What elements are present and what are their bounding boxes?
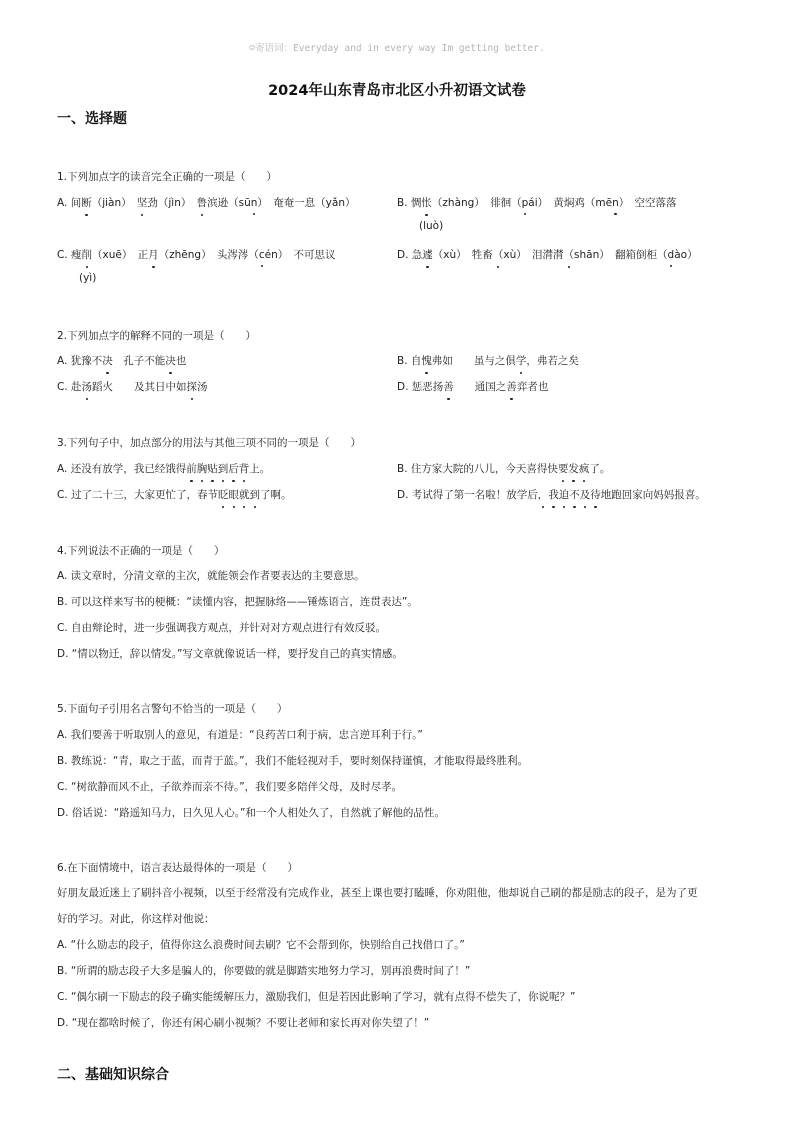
question-line-q1a1: A. 间断（jiàn） 坚劲（jìn） 鲁滨逊（sūn） 奄奄一息（yǎn） [57, 197, 356, 209]
question-line-q2d: D. 惩恶扬善 通国之善弈者也 [397, 381, 549, 393]
emphasis-dot-char: 不 [569, 489, 580, 501]
emphasis-dot-char: 疯 [578, 463, 590, 475]
emphasis-dot-char: 愧 [421, 355, 432, 367]
emphasis-dot-char: ， [537, 489, 549, 501]
question-line-q3: 3.下列句子中，加点部分的用法与其他三项不同的一项是（ ） [57, 437, 362, 449]
emphasis-dot-char: 善 [443, 381, 454, 393]
question-line-q1d1: D. 急遽（xù） 牲畜（xù） 泪潸潸（shān） 翻箱倒柜（dào） [397, 249, 698, 261]
emphasis-dot-char: d [667, 249, 675, 261]
emphasis-dot-char: 待 [590, 489, 601, 501]
emphasis-dot-char: 到 [217, 463, 229, 475]
question-line-q3a: A. 还没有放学，我已经饿得前胸贴到后背上。 [57, 463, 271, 475]
question-line-q6c: C. “偶尔刷一下励志的段子确实能缓解压力，激励我们，但是若因此影响了学习，就有点得不偿失了，你说呢？” [57, 991, 576, 1003]
question-line-q1c1: C. 瘦削（xuē） 正月（zhēng） 头涔涔（cén） 不可思议 [57, 249, 336, 261]
question-line-q2b: B. 自愧弗如 虽与之俱学，弗若之矣 [397, 355, 579, 367]
emphasis-dot-char: 月 [148, 249, 159, 261]
emphasis-dot-char: 我 [548, 489, 559, 501]
emphasis-dot-char: 眨 [218, 489, 229, 501]
emphasis-dot-char: （ [492, 249, 504, 261]
emphasis-dot-char: c [258, 249, 265, 261]
question-line-q4: 4.下列说法不正确的一项是（ ） [57, 545, 225, 557]
emphasis-dot-char: 胸 [196, 463, 208, 475]
question-line-q1b2: (luò) [419, 220, 444, 232]
watermark-text: ☺寄语词：Everyday and in every way Im getting better. [249, 43, 545, 54]
question-line-q1b1: B. 惆怅（zhàng） 徘徊（pái） 黄焖鸡（mēn） 空空落落 [397, 197, 677, 209]
emphasis-dot-char: 到 [249, 489, 261, 501]
emphasis-dot-char: 怅 [421, 197, 432, 209]
question-line-q6p2: 好的学习。对此，你这样对他说： [57, 913, 215, 925]
emphasis-dot-char: 前 [186, 463, 197, 475]
emphasis-dot-char: （ [563, 249, 575, 261]
question-line-q6b: B. “所谓的励志段子大多是骗人的，你要做的就是脚踏实地努力学习，别再浪费时间了！” [57, 965, 471, 977]
emphasis-dot-char: 削 [81, 249, 93, 261]
emphasis-dot-char: 迫 [558, 489, 570, 501]
emphasis-dot-char: p [521, 197, 529, 209]
emphasis-dot-char: 学 [515, 355, 527, 367]
question-line-q2: 2.下列加点字的解释不同的一项是（ ） [57, 330, 257, 342]
page-title: 2024年山东青岛市北区小升初语文试卷 [268, 83, 526, 99]
emphasis-dot-char: 及 [579, 489, 591, 501]
question-line-q5c: C. “树欲静而风不止，子欲养而亲不待。”，我们要多陪伴父母，及时尽孝。 [57, 781, 403, 793]
question-line-q4d: D. “情以物迁，辞以情发。”写文章就像说话一样，要抒发自己的真实情感。 [57, 648, 403, 660]
question-line-q1c2: (yì) [79, 272, 97, 284]
emphasis-dot-char: 鲁 [196, 197, 208, 209]
question-line-q3d: D. 考试得了第一名啦！放学后，我迫不及待地跑回家向妈妈报喜。 [397, 489, 706, 501]
question-line-q6a: A. “什么励志的段子，值得你这么浪费时间去刷？它不会帮到你，快别给自己找借口了。” [57, 939, 465, 951]
emphasis-dot-char: 后 [228, 463, 239, 475]
emphasis-dot-char: 遽 [422, 249, 433, 261]
emphasis-dot-char: 决 [102, 355, 113, 367]
emphasis-dot-char: 就 [239, 489, 250, 501]
question-line-q2c: C. 赴汤蹈火 及其日中如探汤 [57, 381, 208, 393]
emphasis-dot-char: 决 [165, 355, 176, 367]
question-line-q2a: A. 犹豫不决 孔子不能决也 [57, 355, 187, 367]
emphasis-dot-char: n [250, 197, 258, 209]
question-line-q5: 5.下面句子引用名言警句不恰当的一项是（ ） [57, 703, 288, 715]
section-heading-choice: 一、选择题 [57, 111, 127, 127]
emphasis-dot-char: 要 [557, 463, 569, 475]
emphasis-dot-char: 发 [568, 463, 579, 475]
question-line-q4b: B. 可以这样来写书的梗概：“读懂内容，把握脉络——锤炼语言，连贯表达”。 [57, 596, 418, 608]
emphasis-dot-char: 眼 [228, 489, 240, 501]
section-heading-basics: 二、基础知识综合 [57, 1067, 169, 1083]
question-line-q6: 6.在下面情境中，语言表达最得体的一项是（ ） [57, 862, 299, 874]
question-line-q3b: B. 住方家大院的八儿，今天喜得快要发疯了。 [397, 463, 611, 475]
question-line-q4c: C. 自由辩论时，进一步强调我方观点，并针对对方观点进行有效反驳。 [57, 622, 387, 634]
question-line-q5b: B. 教练说：“青，取之于蓝，而青于蓝。”，我们不能轻视对手，要时刻保持谨慎，才能取得最终胜利。 [57, 755, 529, 767]
emphasis-dot-char: 断 [81, 197, 92, 209]
question-line-q6p1: 好朋友最近迷上了刷抖音小视频，以至于经常没有完成作业，甚至上课也要打瞌睡，你劝阻他，他却说自己刷的都是励志的段子，是为了更 [57, 887, 698, 899]
emphasis-dot-char: 善 [506, 381, 517, 393]
question-line-q1: 1.下列加点字的读音完全正确的一项是（ ） [57, 171, 278, 183]
question-line-q6d: D. “现在都啥时候了，你还有闲心刷小视频？不要让老师和家长再对你失望了！” [57, 1017, 430, 1029]
emphasis-dot-char: 探 [186, 381, 198, 393]
question-line-q4a: A. 读文章时，分清文章的主次，就能领会作者要表达的主要意思。 [57, 570, 365, 582]
emphasis-dot-char: n [612, 197, 619, 209]
emphasis-dot-char: 坚 [136, 197, 148, 209]
question-line-q3c: C. 过了二十三，大家更忙了，春节眨眼就到了啊。 [57, 489, 292, 501]
question-line-q5a: A. 我们要善于听取别人的意见，有道是：“良药苦口利于病，忠言逆耳利于行。” [57, 729, 423, 741]
question-line-q5d: D. 俗话说：“路遥知马力，日久见人心。”和一个人相处久了，自然就了解他的品性。 [57, 807, 445, 819]
emphasis-dot-char: 背 [238, 463, 250, 475]
emphasis-dot-char: 贴 [207, 463, 218, 475]
emphasis-dot-char: 汤 [81, 381, 93, 393]
